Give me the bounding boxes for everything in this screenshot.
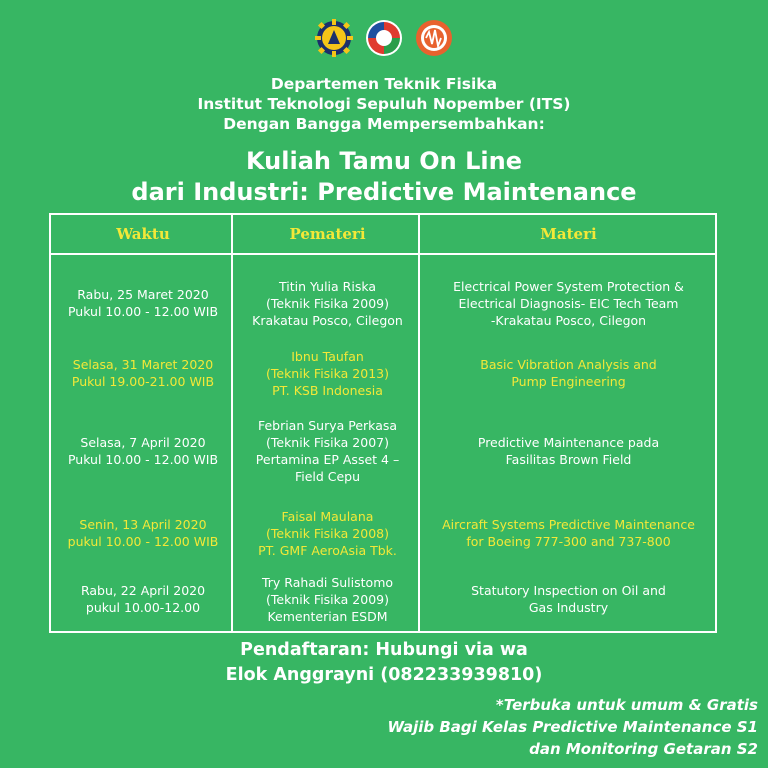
- pemateri-cell: [235, 499, 420, 567]
- cell-line: Pukul 10.00 - 12.00 WIB: [67, 304, 219, 319]
- cell-line: Krakatau Posco, Cilegon: [252, 312, 403, 328]
- cell-line: Selasa, 7 April 2020: [80, 435, 206, 450]
- materi-cell: [422, 343, 715, 403]
- cell-line: for Boeing 777-300 and 737-800: [466, 534, 671, 549]
- gear-emblem-logo: [314, 18, 354, 58]
- cell-line: Try Rahadi Sulistomo: [261, 574, 394, 590]
- cell-line: PT. GMF AeroAsia Tbk.: [258, 542, 397, 558]
- pemateri-cell: [235, 343, 420, 403]
- cell-line: Rabu, 22 April 2020: [80, 583, 206, 598]
- table-header: [51, 215, 715, 255]
- department-header: [0, 74, 768, 134]
- notes: [387, 694, 758, 760]
- title-line: Kuliah Tamu On Line: [246, 147, 522, 175]
- waktu-cell: [53, 499, 233, 567]
- cell-line: (Teknik Fisika 2013): [265, 365, 389, 381]
- cell-line: Kementerian ESDM: [267, 608, 388, 624]
- table-row: [51, 499, 715, 567]
- cell-line: Febrian Surya Perkasa: [257, 418, 398, 433]
- title-line: dari Industri: Predictive Maintenance: [131, 178, 637, 206]
- cell-line: PT. KSB Indonesia: [272, 382, 383, 398]
- waktu-cell: [53, 263, 233, 343]
- cell-line: (Teknik Fisika 2008): [265, 525, 389, 541]
- note-line: dan Monitoring Getaran S2: [529, 740, 758, 758]
- materi-cell: [422, 263, 715, 343]
- header-line: Dengan Bangga Mempersembahkan:: [223, 115, 545, 133]
- vibration-lab-logo: [414, 18, 454, 58]
- cell-line: Rabu, 25 Maret 2020: [77, 287, 209, 302]
- cell-line: Gas Industry: [528, 600, 609, 615]
- swirl-number-logo: [364, 18, 404, 58]
- table-row: [51, 343, 715, 403]
- registration-info: [0, 638, 768, 688]
- cell-line: Statutory Inspection on Oil and: [471, 583, 666, 598]
- cell-line: pukul 10.00-12.00: [85, 600, 201, 615]
- cell-line: Ibnu Taufan: [291, 348, 364, 364]
- pemateri-cell: [235, 403, 420, 499]
- note-line: *Terbuka untuk umum & Gratis: [495, 696, 758, 714]
- event-title: [0, 146, 768, 208]
- table-row: [51, 263, 715, 343]
- logo-row: [0, 18, 768, 58]
- cell-line: Pump Engineering: [511, 374, 626, 389]
- cell-line: Basic Vibration Analysis and: [480, 357, 657, 372]
- cell-line: Pukul 10.00 - 12.00 WIB: [67, 452, 219, 467]
- waktu-cell: [53, 403, 233, 499]
- registration-line: Elok Anggrayni (082233939810): [225, 665, 543, 685]
- table-row: [51, 403, 715, 499]
- waktu-cell: [53, 343, 233, 403]
- cell-line: (Teknik Fisika 2009): [265, 591, 389, 607]
- cell-line: Pertamina EP Asset 4 –: [255, 452, 400, 467]
- waktu-cell: [53, 567, 233, 631]
- column-header-pemateri: Pemateri: [289, 225, 366, 243]
- cell-line: Faisal Maulana: [281, 508, 374, 524]
- cell-line: Senin, 13 April 2020: [79, 517, 207, 532]
- cell-line: Predictive Maintenance pada: [477, 435, 660, 450]
- cell-line: Aircraft Systems Predictive Maintenance: [442, 517, 695, 532]
- cell-line: Electrical Power System Protection &: [453, 278, 684, 294]
- materi-cell: [422, 403, 715, 499]
- header-line: Institut Teknologi Sepuluh Nopember (ITS): [197, 95, 571, 113]
- materi-cell: [422, 567, 715, 631]
- note-line: Wajib Bagi Kelas Predictive Maintenance S1: [387, 718, 758, 736]
- cell-line: (Teknik Fisika 2009): [265, 295, 389, 311]
- column-header-materi: Materi: [540, 225, 597, 243]
- column-header-waktu: Waktu: [116, 225, 170, 243]
- pemateri-cell: [235, 567, 420, 631]
- cell-line: Titin Yulia Riska: [278, 278, 377, 294]
- cell-line: Selasa, 31 Maret 2020: [72, 357, 214, 372]
- cell-line: Electrical Diagnosis- EIC Tech Team: [458, 295, 679, 311]
- cell-line: pukul 10.00 - 12.00 WIB: [67, 534, 219, 549]
- schedule-table: [49, 213, 717, 633]
- table-row: [51, 567, 715, 631]
- header-line: Departemen Teknik Fisika: [270, 75, 498, 93]
- cell-line: Pukul 19.00-21.00 WIB: [71, 374, 215, 389]
- registration-line: Pendaftaran: Hubungi via wa: [240, 640, 528, 660]
- cell-line: (Teknik Fisika 2007): [265, 435, 389, 450]
- cell-line: Field Cepu: [294, 469, 361, 484]
- materi-cell: [422, 499, 715, 567]
- pemateri-cell: [235, 263, 420, 343]
- cell-line: -Krakatau Posco, Cilegon: [490, 312, 647, 328]
- cell-line: Fasilitas Brown Field: [505, 452, 632, 467]
